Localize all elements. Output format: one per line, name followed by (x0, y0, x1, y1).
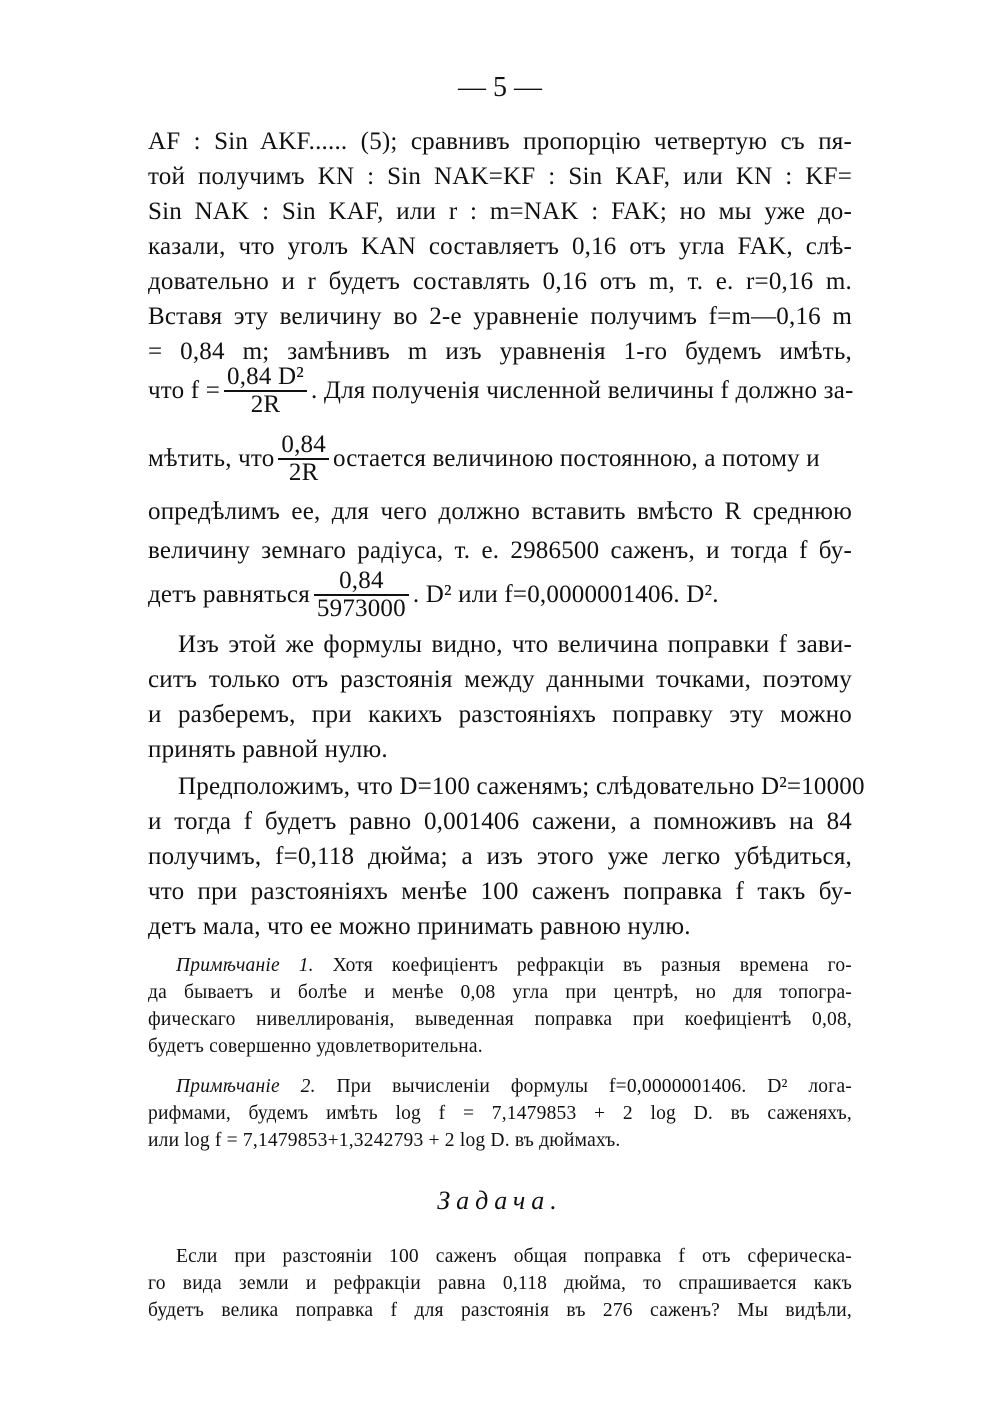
text-line: довательно и r будетъ составлять 0,16 отъ m, т. е. r=0,16 m. (148, 268, 852, 295)
fraction-numerator: 0,84 D² (224, 364, 307, 392)
page-number: — 5 — (458, 72, 542, 103)
text-line: что при разстояніяхъ менѣе 100 саженъ поправка f такъ бу- (148, 878, 852, 905)
text-line: той получимъ KN : Sin NAK=KF : Sin KAF, или KN : KF= (148, 163, 852, 190)
note-line (176, 1075, 852, 1099)
fraction (224, 364, 307, 418)
fraction-numerator: 0,84 (278, 432, 329, 460)
note-line (176, 954, 852, 978)
note-line: будетъ совершенно удовлетворительна. (148, 1036, 483, 1057)
text-line: AF : Sin AKF...... (5); сравнивъ пропорцію четвертую съ пя- (148, 128, 852, 155)
note-line: фическаго нивеллированія, выведенная поправка при коефиціентѣ 0,08, (148, 1009, 852, 1030)
fraction-numerator: 0,84 (314, 568, 409, 596)
fraction-denominator: 2R (288, 459, 319, 487)
text-line: получимъ, f=0,118 дюйма; а изъ этого уже легко убѣдиться, (148, 843, 852, 870)
text-line: казали, что уголъ KAN составляетъ 0,16 отъ угла FAK, слѣ- (148, 233, 852, 260)
text-line: Предположимъ, что D=100 саженямъ; слѣдовательно D²=10000 (178, 773, 865, 800)
section-heading: Задача. (437, 1186, 563, 1215)
formula-line (148, 566, 852, 623)
fraction-denominator: 5973000 (316, 595, 406, 623)
note-line: рифмами, будемъ имѣть log f = 7,1479853 + 2 log D. въ саженяхъ, (148, 1103, 852, 1124)
text-line: = 0,84 m; замѣнивъ m изъ уравненія 1-го будемъ имѣть, (148, 338, 852, 365)
text-line: Изъ этой же формулы видно, что величина поправки f зави- (178, 631, 852, 658)
text-fragment: . D² или f=0,0000001406. D². (412, 581, 719, 609)
text-line: ситъ только отъ разстоянія между данными точками, поэтому (148, 666, 852, 693)
fraction-denominator: 2R (250, 391, 281, 419)
text-line: принять равной нулю. (148, 736, 388, 763)
text-fragment: . Для полученія численной величины f должно за- (310, 377, 854, 405)
text-fragment: что f = (148, 377, 220, 405)
formula-line (148, 430, 852, 487)
text-fragment: детъ равняться (148, 581, 310, 609)
note-text: При вычисленіи формулы f=0,0000001406. D² лога- (336, 1076, 852, 1097)
note-label: Примѣчаніе 2. (176, 1076, 316, 1097)
text-line: величину земнаго радіуса, т. е. 2986500 саженъ, и тогда f бу- (148, 537, 852, 564)
text-line: детъ мала, что ее можно принимать равною нулю. (148, 913, 691, 940)
fraction (314, 568, 409, 622)
text-fragment: мѣтить, что (148, 445, 275, 473)
fraction (278, 432, 329, 486)
task-line: Если при разстояніи 100 саженъ общая поправка f отъ сферическа- (176, 1246, 852, 1267)
task-line: го вида земли и рефракціи равна 0,118 дюйма, то спрашивается какъ (148, 1273, 852, 1294)
task-line: будетъ велика поправка f для разстоянія въ 276 саженъ? Мы видѣли, (148, 1300, 852, 1321)
note-label: Примѣчаніе 1. (176, 955, 314, 976)
text-line: Sin NAK : Sin KAF, или r : m=NAK : FAK; но мы уже до- (148, 198, 852, 225)
note-line: да бываетъ и болѣе и менѣе 0,08 угла при центрѣ, но для топогра- (148, 982, 852, 1003)
note-text: Хотя коефиціентъ рефракціи въ разныя времена го- (332, 955, 852, 976)
note-line: или log f = 7,1479853+1,3242793 + 2 log D. въ дюймахъ. (148, 1130, 621, 1151)
formula-line (148, 362, 852, 419)
text-line: и разберемъ, при какихъ разстояніяхъ поправку эту можно (148, 701, 852, 728)
text-line: Вставя эту величину во 2-е уравненіе получимъ f=m—0,16 m (148, 303, 852, 330)
text-line: опредѣлимъ ее, для чего должно вставить вмѣсто R среднюю (148, 498, 852, 525)
text-fragment: остается величиною постоянною, а потому и (332, 445, 820, 473)
text-line: и тогда f будетъ равно 0,001406 сажени, а помноживъ на 84 (148, 808, 852, 835)
